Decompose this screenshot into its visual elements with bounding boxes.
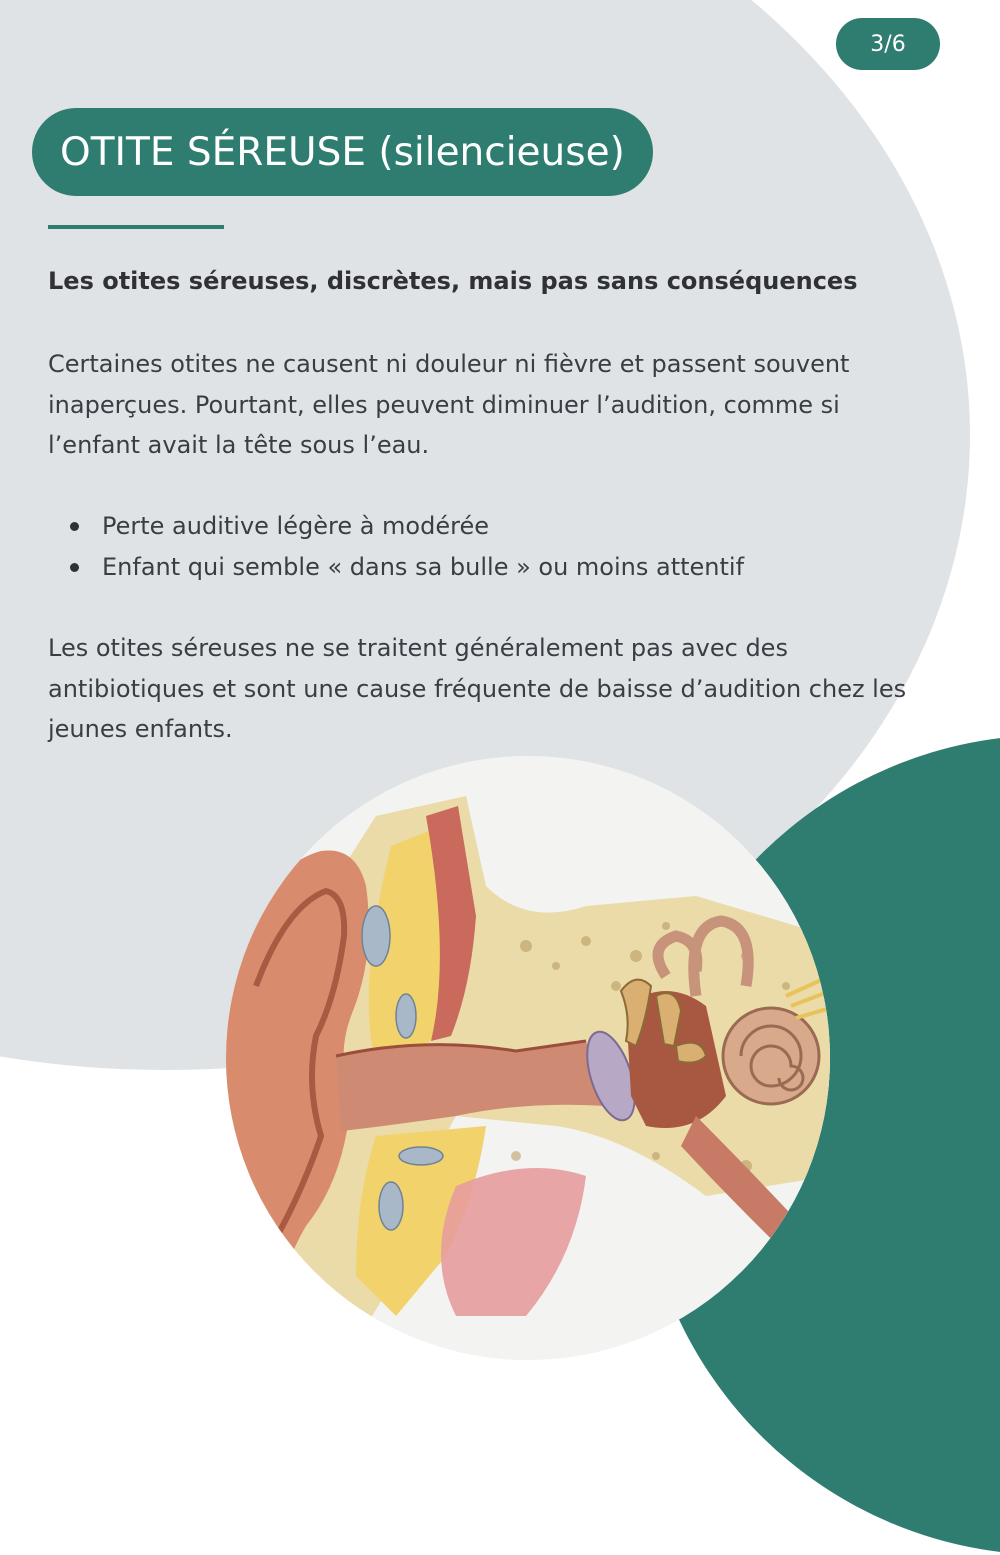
slide-title: OTITE SÉREUSE (silencieuse) xyxy=(32,108,653,196)
ear-anatomy-illustration xyxy=(226,756,830,1360)
page-indicator-badge: 3/6 xyxy=(836,18,940,70)
intro-paragraph: Certaines otites ne causent ni douleur ni fièvre et passent souvent inaperçues. Pourtant, elles peuvent diminuer l’audition, comme si l’enfant avait la tête sous l’eau. xyxy=(48,350,850,459)
closing-paragraph: Les otites séreuses ne se traitent généralement pas avec des antibiotiques et sont une cause fréquente de baisse d’audition chez les jeunes enfants. xyxy=(48,634,907,743)
slide-subtitle: Les otites séreuses, discrètes, mais pas sans conséquences xyxy=(48,267,858,295)
stapes xyxy=(676,1043,706,1063)
symptom-list xyxy=(48,506,744,587)
list-item xyxy=(48,547,744,588)
bullet-icon xyxy=(70,563,79,572)
list-item-text: Perte auditive légère à modérée xyxy=(102,512,489,540)
cochlea xyxy=(723,1008,819,1104)
ear-anatomy-drawing xyxy=(226,756,830,1360)
list-item-text: Enfant qui semble « dans sa bulle » ou moins attentif xyxy=(102,552,745,581)
bullet-icon xyxy=(70,522,79,531)
list-item xyxy=(48,506,744,547)
title-divider xyxy=(48,225,224,229)
